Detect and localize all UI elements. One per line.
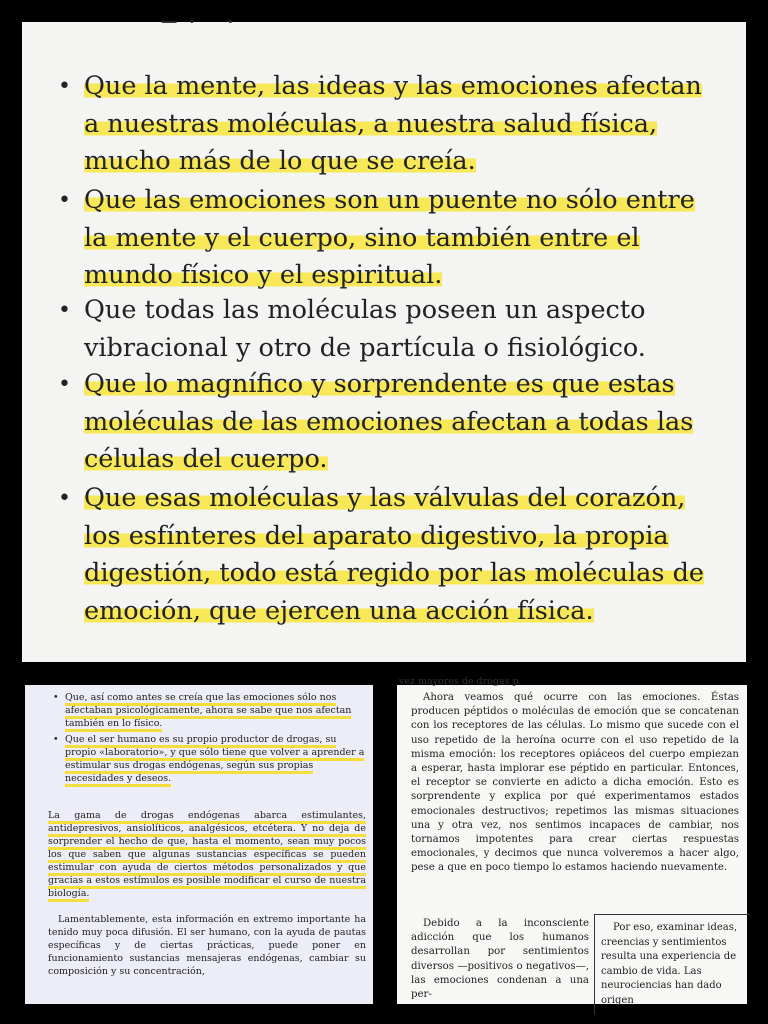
bullet-text: Que la mente, las ideas y las emociones afectan a nuestras moléculas, a nuestra salud física, mucho más de lo que se creía. (84, 71, 702, 176)
bullet-dot-icon: • (58, 74, 71, 99)
bullet-dot-icon: • (58, 486, 71, 511)
bullet-dot-icon: • (53, 692, 59, 703)
bullet-text: Que lo magnífico y sorprendente es que estas moléculas de las emociones afectan a todas las células del cuerpo. (84, 369, 694, 474)
bullet-text: Que, así como antes se creía que las emociones sólo nos afectaban psicológicamente, ahora se sabe que nos afectan también en lo físico. (65, 692, 351, 732)
paragraph-1 (48, 809, 366, 900)
bullet-item-2 (53, 733, 365, 785)
paragraph-text: La gama de drogas endógenas abarca estimulantes, antidepresivos, ansiolíticos, analgésicos, etcétera. Y no deja de sorprender el hecho de que, hasta el momento, sean muy pocos los que saben que algunas sustancias específicas se pueden estimular con ayuda de ciertos métodos personalizados y que gracias a estos estímulos es posible modificar el curso de nuestra biología. (48, 810, 366, 902)
bullet-text: Que el ser humano es su propio productor de drogas, su propio «laboratorio», y que sólo tiene que volver a aprender a estimular sus drogas endógenas, según sus propias necesidades y deseos. (65, 734, 364, 787)
sidebar-box (594, 914, 750, 1015)
sidebar-box-text: Por eso, examinar ideas, creencias y sentimientos resulta una experiencia de cambio de vida. Las neurociencias han dado origen (601, 922, 738, 1006)
paragraph-text: Ahora veamos qué ocurre con las emociones. Éstas producen péptidos o moléculas de emoción que se concatenan con los receptores de las células. Lo mismo que sucede con el uso repetido de la heroína ocurre con el uso repetido de la misma emoción: los receptores opiáceos del cuerpo empiezan a esperar, hasta implorar ese péptido en particular. Entonces, el receptor se convierte en adicto a dicha emoción. Esto es sorprendente y explica por qué experimentamos estados emocionales destructivos; repetimos las mismas situaciones una y otra vez, nos sentimos incapaces de cambiar, nos tornamos impotentes para crear ciertas respuestas emocionales, y decimos que nunca volveremos a hacer algo, pese a que en poco tiempo lo estamos haciendo nuevamente. (411, 692, 739, 874)
cropped-text-fragment: ─ · · (162, 8, 237, 36)
paragraph-text: Lamentablemente, esta información en extremo importante ha tenido muy poca difusión. El ser humano, con la ayuda de pautas específicas y de ciertas prácticas, puede poner en funcionamiento sustancias mensajeras endógenas, cambiar su composición y su concentración, (48, 914, 366, 977)
bullet-text: Que las emociones son un puente no sólo entre la mente y el cuerpo, sino también entre el mundo físico y el espiritual. (84, 185, 695, 290)
paragraph-text: Debido a la inconsciente adicción que los humanos desarrollan por sentimientos diversos —positivos o negativos—, las emociones condenan a una per- (411, 918, 589, 1001)
paragraph-2 (411, 917, 589, 1002)
bullet-text: Que esas moléculas y las válvulas del corazón, los esfínteres del aparato digestivo, la propia digestión, todo está regido por las moléculas de emoción, que ejercen una acción física. (84, 483, 704, 626)
bullet-item-1 (53, 691, 365, 730)
bullet-dot-icon: • (58, 298, 71, 323)
cropped-text-fragment: vez mayores de drogas p (399, 676, 519, 687)
bullet-dot-icon: • (53, 734, 59, 745)
bullet-dot-icon: • (58, 188, 71, 213)
paragraph-2 (48, 913, 366, 978)
bullet-dot-icon: • (58, 372, 71, 397)
bottom-right-photo-panel (397, 676, 747, 1006)
top-photo-panel (22, 8, 746, 662)
bullet-text: Que todas las moléculas poseen un aspecto vibracional y otro de partícula o fisiológico. (84, 295, 646, 363)
bottom-left-photo-panel (25, 685, 373, 1004)
paragraph-1 (411, 691, 739, 876)
